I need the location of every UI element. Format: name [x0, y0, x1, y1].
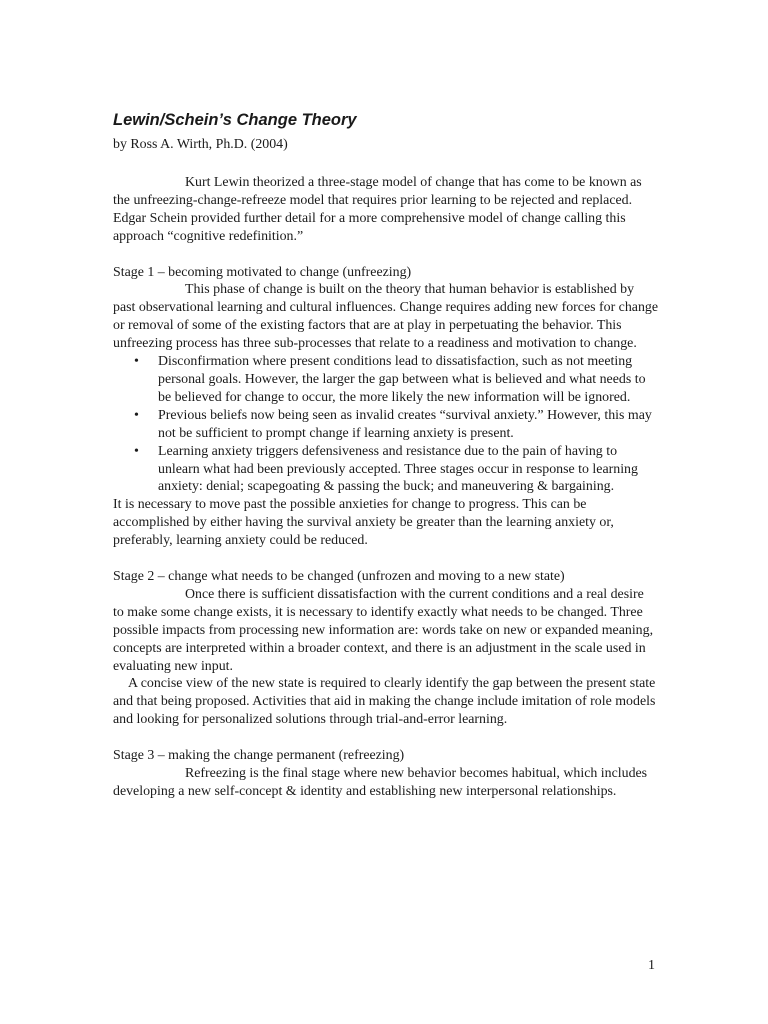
intro-paragraph: Kurt Lewin theorized a three-stage model of change that has come to be known as the unfreezing-change-refreeze model that requires prior learning to be rejected and replaced. Edgar Schein provided further detail for a more comprehensive model of change calling this approach “cognitive redefinition.”: [113, 174, 642, 244]
list-item: [134, 353, 658, 407]
list-item-text: Previous beliefs now being seen as invalid creates “survival anxiety.” However, this may not be sufficient to prompt change if learning anxiety is present.: [158, 407, 652, 441]
bullet-icon: •: [134, 354, 139, 370]
list-item: [134, 407, 658, 443]
stage1-heading: Stage 1 – becoming motivated to change (unfreezing): [113, 264, 412, 280]
stage1-bullet-list: [113, 353, 658, 496]
stage3-heading: Stage 3 – making the change permanent (refreezing): [113, 748, 405, 764]
stage1-section: [113, 264, 658, 551]
document-byline: by Ross A. Wirth, Ph.D. (2004): [113, 137, 288, 152]
bullet-icon: •: [134, 407, 139, 423]
stage1-closing: It is necessary to move past the possible anxieties for change to progress. This can be accomplished by either having the survival anxiety be greater than the learning anxiety or, preferably, learning anxiety could be reduced.: [113, 497, 614, 549]
page-number: 1: [648, 958, 655, 973]
stage2-paragraph-1: Once there is sufficient dissatisfaction with the current conditions and a real desire to make some change exists, it is necessary to identify exactly what needs to be changed. Three possible impacts from processing new information are: words take on new or expanded meaning, concepts are interpreted within a broader context, and there is an adjustment in the scale used in evaluating new input.: [113, 586, 654, 674]
stage2-paragraph-2: A concise view of the new state is required to clearly identify the gap between the present state and that being proposed. Activities that aid in making the change include imitation of role models and looking for personalized solutions through trial-and-error learning.: [113, 676, 656, 728]
stage2-section: [113, 568, 658, 729]
stage2-heading: Stage 2 – change what needs to be changed (unfrozen and moving to a new state): [113, 569, 565, 585]
list-item-text: Learning anxiety triggers defensiveness and resistance due to the pain of having to unlearn what had been previously accepted. Three stages occur in response to learning anxiety: denial; scapegoating & passing the buck; and maneuvering & bargaining.: [158, 443, 638, 495]
document-body: [113, 108, 658, 801]
bullet-icon: •: [134, 443, 139, 459]
stage3-section: [113, 747, 658, 801]
stage3-paragraph: Refreezing is the final stage where new behavior becomes habitual, which includes developing a new self-concept & identity and establishing new interpersonal relationships.: [113, 766, 648, 799]
list-item-text: Disconfirmation where present conditions lead to dissatisfaction, such as not meeting personal goals. However, the larger the gap between what is believed and what needs to be believed for change to occur, the more likely the new information will be ignored.: [158, 354, 646, 405]
document-title: Lewin/Schein’s Change Theory: [113, 111, 357, 129]
stage1-paragraph: This phase of change is built on the theory that human behavior is established by past observational learning and cultural influences. Change requires adding new forces for change or removal of some of the existing factors that are at play in perpetuating the behavior. This unfreezing process has three sub-processes that relate to a readiness and motivation to change.: [113, 282, 659, 352]
list-item: [134, 443, 658, 497]
